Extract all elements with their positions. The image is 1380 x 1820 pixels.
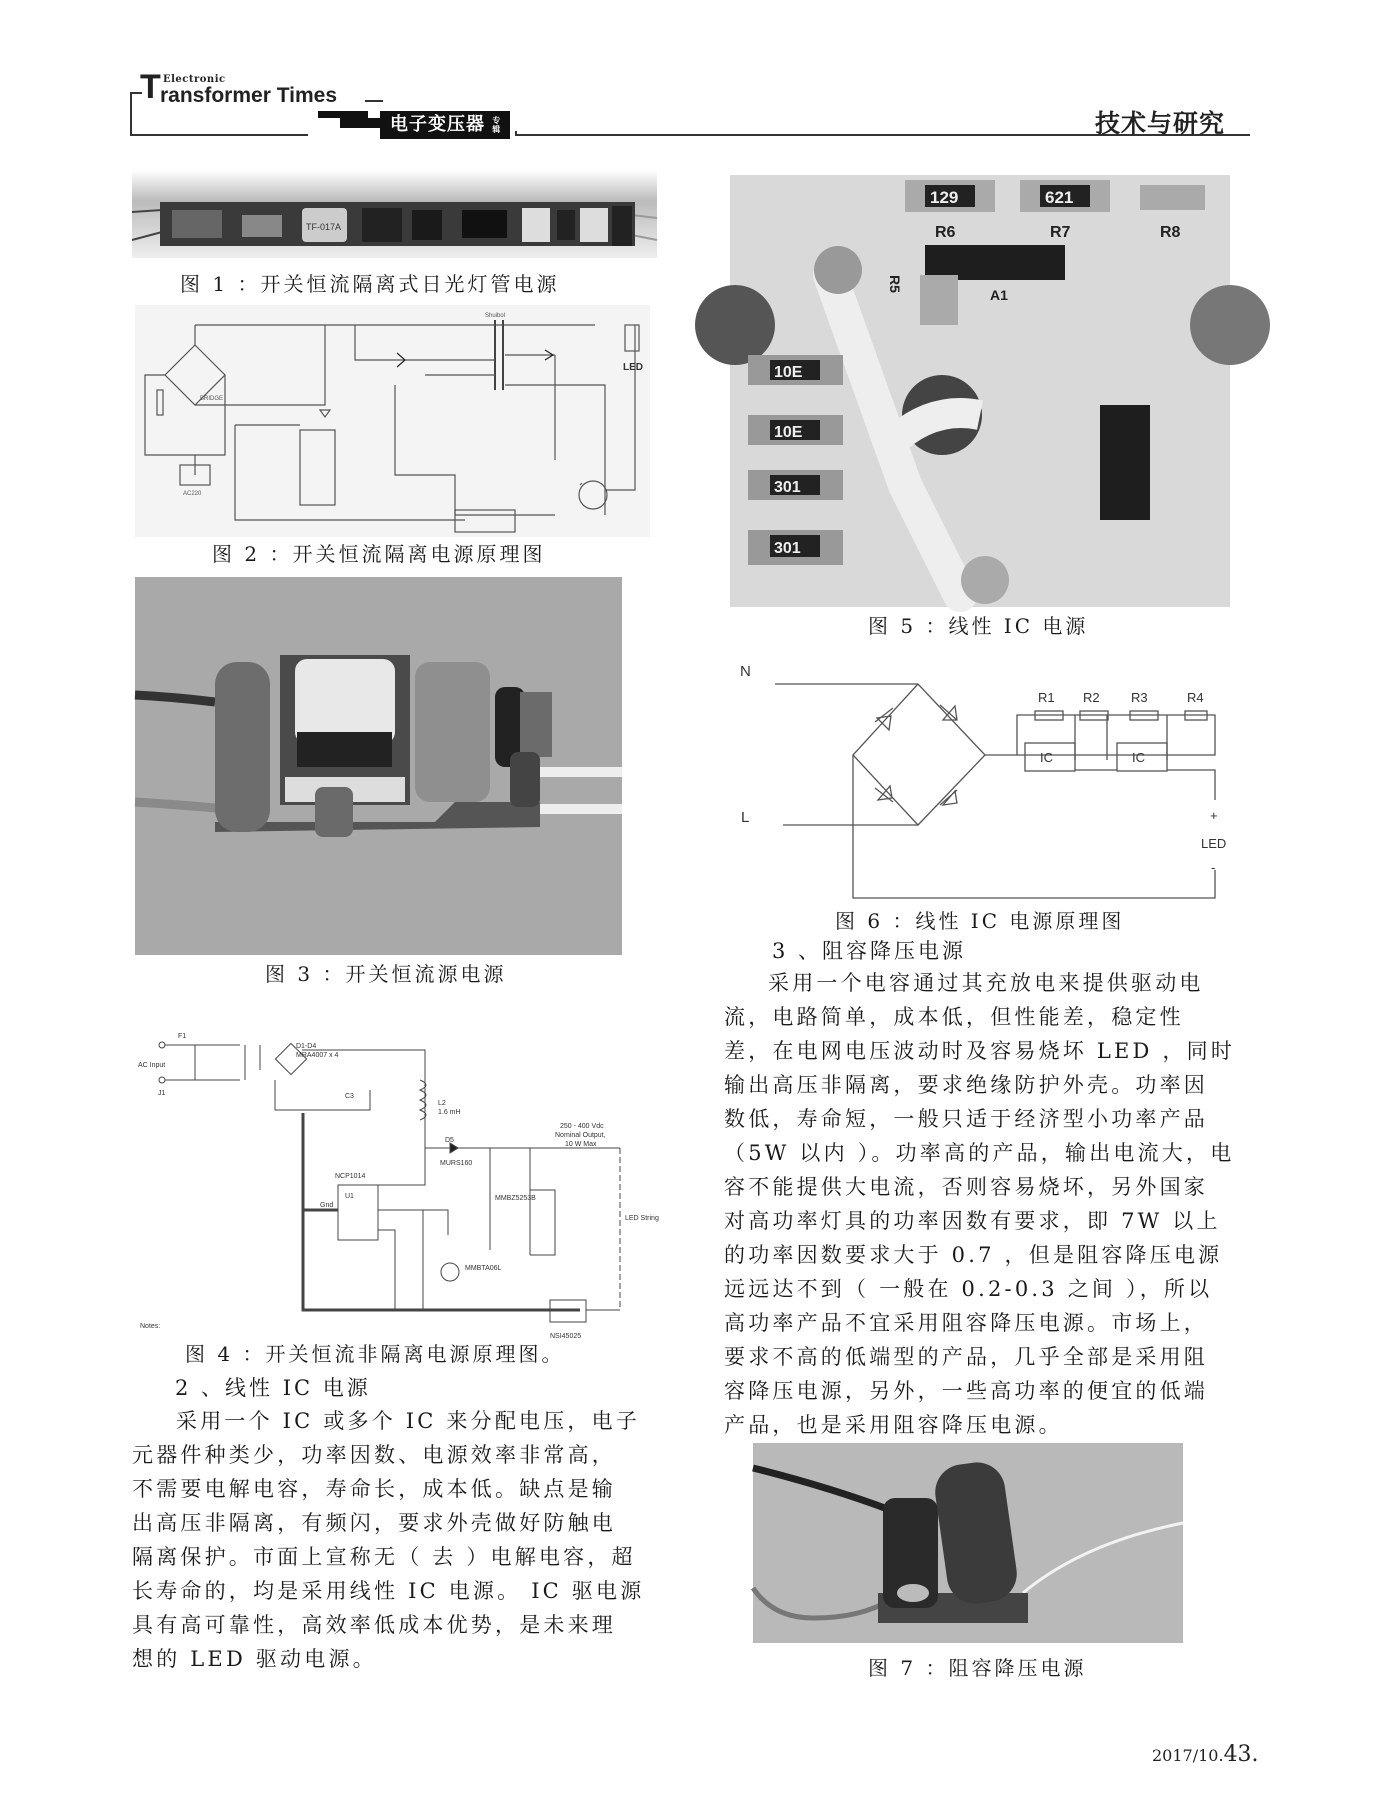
resistor-code: 10E (774, 424, 803, 441)
label-l2-value: 1.6 mH (438, 1109, 461, 1116)
diode-d5 (450, 1143, 458, 1153)
label-minus: - (1211, 860, 1216, 875)
label-c3: C3 (345, 1093, 354, 1100)
label-r1: R1 (1038, 690, 1055, 705)
mounting-hole (695, 285, 775, 365)
figure-6 (735, 660, 1235, 900)
label-ic: IC (1132, 750, 1145, 765)
component (520, 692, 552, 757)
solder-pad (814, 246, 862, 294)
capacitor-top (897, 1584, 929, 1602)
component (172, 210, 222, 238)
transformer-winding (297, 732, 392, 767)
input-terminal (159, 1042, 165, 1048)
text-line: 高功率产品不宜采用阻容降压电源。市场上， (724, 1311, 1208, 1335)
text-line: 差，在电网电压波动时及容易烧坏 LED ，同时 (724, 1039, 1236, 1063)
resistor-code: 301 (774, 540, 801, 557)
label-ac: AC220 (183, 491, 202, 497)
header-rule-left (130, 134, 308, 136)
wire (355, 325, 495, 360)
brand-small-text: Electronic (163, 74, 226, 85)
text-line: 输出高压非隔离，要求绝缘防护外壳。功率因 (724, 1073, 1208, 1097)
wire (378, 1210, 448, 1310)
label-u1-part: NCP1014 (335, 1173, 366, 1180)
label-r3: R3 (1131, 690, 1148, 705)
label-r4: R4 (1187, 690, 1204, 705)
figure-3 (135, 577, 622, 955)
wire (985, 715, 1215, 755)
ground-symbol (320, 410, 330, 417)
label-bridge-value: MRA4007 x 4 (296, 1052, 339, 1059)
header-frame-line (130, 92, 132, 134)
label-bridge: D1-D4 (296, 1043, 317, 1050)
wire (195, 375, 225, 455)
section-2-body (132, 1404, 656, 1676)
page-num: 43. (1223, 1742, 1259, 1767)
wire (1075, 715, 1215, 800)
text-line: （5W 以内 ）。功率高的产品，输出电流大，电 (724, 1141, 1235, 1165)
wire (395, 375, 555, 515)
resistor-label: R6 (935, 224, 956, 241)
brand-name: ransformer Times (160, 84, 338, 107)
text-line: 不需要电解电容，寿命长，成本低。缺点是输 (132, 1477, 616, 1501)
resistor-code: 129 (930, 188, 959, 207)
page-number (1152, 1742, 1259, 1767)
inductor-small (510, 752, 540, 807)
header-step-decoration (340, 118, 380, 128)
resistor-code: 621 (1045, 188, 1074, 207)
brand-cn: 电子变压器 (390, 114, 485, 135)
label-f1: F1 (178, 1033, 187, 1040)
header-rule-tick (515, 131, 517, 136)
text-line: 数低，寿命短，一般只适于经济型小功率产品 (724, 1107, 1208, 1131)
ic-a2 (1100, 405, 1150, 520)
ground-bus (303, 1113, 580, 1310)
text-line: 对高功率灯具的功率因数有要求，即 7W 以上 (724, 1209, 1221, 1233)
figure-7 (753, 1443, 1183, 1643)
component (412, 210, 442, 240)
label-d5-value: MURS160 (440, 1160, 473, 1167)
component (362, 208, 402, 242)
transistor-q1 (441, 1263, 459, 1281)
section-title: 技术与研究 (1095, 109, 1226, 138)
ic-chip (462, 210, 507, 238)
figure-3-photo (135, 577, 622, 955)
resistor-r8 (1140, 185, 1205, 210)
component (612, 206, 632, 246)
diode (940, 705, 957, 720)
wire (378, 1125, 425, 1185)
mounting-hole (1190, 285, 1270, 365)
text-line: 流，电路简单，成本低，但性能差，稳定性 (724, 1005, 1184, 1029)
figure-4 (138, 1010, 660, 1340)
led-connector (625, 325, 639, 351)
wire (505, 355, 555, 460)
label-j1: J1 (158, 1090, 166, 1097)
label-gnd: Gnd (320, 1202, 334, 1209)
text-line: 具有高可靠性，高效率低成本优势，是未来理 (132, 1613, 616, 1637)
component (557, 210, 575, 240)
label-d5: D5 (445, 1137, 454, 1144)
section-3-body (724, 966, 1252, 1442)
label-notes: Notes: (140, 1323, 161, 1330)
ic-u2 (300, 430, 335, 505)
ic-label: A1 (990, 287, 1008, 303)
wrapped-component (415, 662, 490, 802)
input-terminal (159, 1077, 165, 1083)
resistor-code: 301 (774, 479, 801, 496)
text-line: 要求不高的低端型的产品，几乎全部是采用阻 (724, 1345, 1208, 1369)
figure-1-photo (132, 170, 657, 258)
text-line: 想的 LED 驱动电源。 (132, 1647, 377, 1671)
transistor-q1 (579, 481, 607, 509)
label-ic: IC (1040, 750, 1053, 765)
resistor-code: 10E (774, 364, 803, 381)
figure-6-caption: 图 6 ：线性 IC 电源原理图 (835, 909, 1125, 933)
figure-5-photo (730, 175, 1230, 607)
label-bridge: BRIDGE (200, 396, 224, 402)
diode (875, 708, 893, 730)
transformer (495, 320, 503, 390)
label-r2: R2 (1083, 690, 1100, 705)
figure-2-caption: 图 2 ：开关恒流隔离电源原理图 (212, 542, 546, 566)
figure-2-schematic (135, 305, 650, 537)
label-led-string: LED String (625, 1215, 659, 1222)
transformer-core (295, 659, 395, 744)
label-u1: U1 (345, 1193, 354, 1200)
figure-7-photo (753, 1443, 1183, 1643)
resistor (157, 390, 163, 415)
label-transformer: Shuibol (485, 313, 506, 319)
component (242, 215, 282, 237)
wire (260, 1045, 425, 1125)
issue-date: 2017/10. (1152, 1746, 1224, 1765)
brand-cn-small: 专辑 (492, 116, 502, 134)
wire (580, 325, 635, 490)
text-line: 长寿命的，均是采用线性 IC 电源。 IC 驱电源 (132, 1579, 645, 1603)
label-plus: + (1210, 808, 1218, 823)
label-output-voltage: 250 - 400 Vdc (560, 1123, 604, 1130)
label-led: LED (1201, 836, 1227, 851)
text-line: 采用一个电容通过其充放电来提供驱动电 (768, 971, 1204, 995)
wire (165, 1045, 240, 1080)
wire (145, 375, 195, 475)
wire-return (853, 755, 1215, 898)
resistor-label: R8 (1160, 224, 1181, 241)
figure-5-caption: 图 5 ：线性 IC 电源 (868, 614, 1089, 638)
figure-4-schematic (138, 1010, 660, 1340)
label-ac-input: AC Input (138, 1062, 166, 1069)
part-label: TF-017A (306, 222, 342, 232)
brand-cn-banner (380, 111, 510, 139)
text-line: 隔离保护。市面上宣称无（ 去 ）电解电容，超 (132, 1545, 636, 1569)
figure-5 (730, 175, 1230, 607)
figure-7-caption: 图 7 ：阻容降压电源 (868, 1656, 1087, 1680)
figure-3-caption: 图 3 ：开关恒流源电源 (265, 962, 507, 986)
section-3-heading: 3 、阻容降压电源 (772, 939, 967, 963)
text-line: 产品，也是采用阻容降压电源。 (724, 1413, 1063, 1437)
label-n: N (740, 663, 751, 680)
resistor-label: R5 (887, 275, 903, 293)
label-output-nominal: Nominal Output, (555, 1132, 606, 1139)
brand-initial: T (140, 68, 161, 106)
label-led: LED (623, 362, 643, 373)
label-l2: L2 (438, 1100, 446, 1107)
figure-4-caption: 图 4 ：开关恒流非隔离电源原理图。 (185, 1342, 565, 1366)
text-line: 采用一个 IC 或多个 IC 来分配电压，电子 (176, 1409, 641, 1433)
label-l: L (741, 809, 750, 826)
bridge-rectifier (165, 325, 225, 405)
figure-2 (135, 305, 650, 537)
resistor-label: R7 (1050, 224, 1071, 241)
label-zener-part: MMBZ5253B (495, 1195, 536, 1202)
header-step-decoration (318, 111, 368, 118)
solder-pad (961, 556, 1009, 604)
text-line: 容不能提供大电流，否则容易烧坏，另外国家 (724, 1175, 1208, 1199)
label-output-power: 10 W Max (565, 1141, 597, 1148)
figure-6-schematic (735, 660, 1235, 900)
wire (235, 425, 465, 520)
text-line: 容降压电源，另外，一些高功率的便宜的低端 (724, 1379, 1208, 1403)
wire (195, 1045, 245, 1080)
text-line: 出高压非隔离，有频闪，要求外壳做好防触电 (132, 1511, 616, 1535)
figure-1-caption: 图 1 ：开关恒流隔离式日光灯管电源 (180, 272, 560, 296)
header-dash (365, 100, 383, 102)
label-u2: NSI45025 (550, 1333, 582, 1340)
figure-1 (132, 170, 657, 258)
label-q1: MMBTA06L (465, 1265, 502, 1272)
text-line: 远远达不到（ 一般在 0.2-0.3 之间 ），所以 (724, 1277, 1213, 1301)
text-line: 的功率因数要求大于 0.7 ，但是阻容降压电源 (724, 1243, 1223, 1267)
resistor-r5 (920, 275, 958, 325)
component (580, 208, 608, 242)
optocoupler (455, 510, 515, 532)
inductor (315, 787, 353, 837)
ic-u1 (338, 1185, 378, 1240)
section-2-heading: 2 、线性 IC 电源 (175, 1376, 371, 1400)
component (522, 208, 550, 242)
text-line: 元器件种类少，功率因数、电源效率非常高， (132, 1443, 616, 1467)
capacitor (215, 662, 270, 832)
ic-a1 (925, 245, 1065, 280)
